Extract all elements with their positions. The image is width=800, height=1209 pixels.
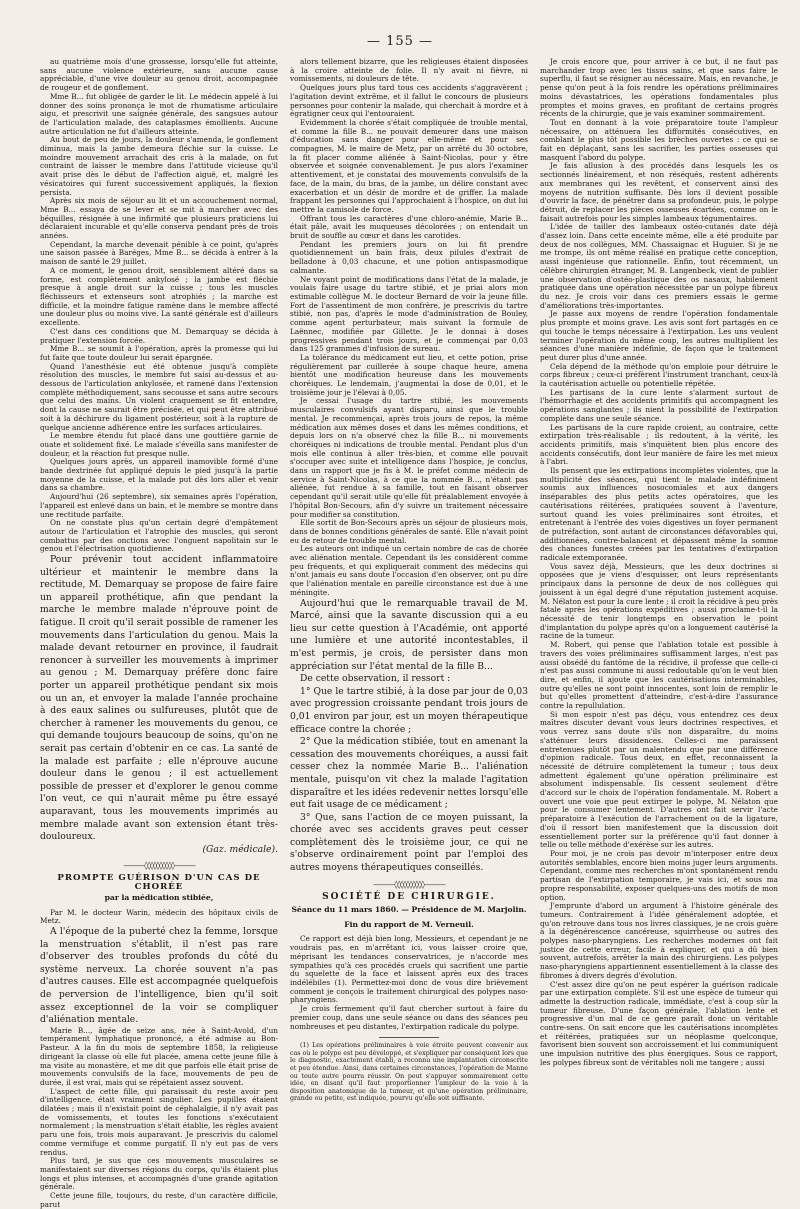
paragraph: A l'époque de la puberté chez la femme, lorsque la menstruation s'établit, il n'est pas rare d'observer des troubles profonds du côté du système nerveux. La chorée souvent n'a pas d'autres causes. Elle est accompagnée quelquefois de perversion de l'intelligence, bien qu'il soit assez exceptionnel de la voir se compliquer d'aliénation mentale. — [40, 925, 278, 1026]
paragraph: alors tellement bizarre, que les religieuses étaient disposées à la croire atteinte de folie. Il n'y avait ni fièvre, ni vomissements, ni douleurs de tête. — [290, 57, 528, 84]
paragraph: Aujourd'hui que le remarquable travail de M. Marcé, ainsi que la savante discussion qui a eu lieu sur cette question à l'Académie, ont apporté une lumière et une autorité incontestables, il m'est permis, je crois, de persister dans mon appréciation sur l'état mental de la fille B... — [290, 597, 528, 672]
society-title: SOCIÉTÉ DE CHIRURGIE. — [322, 892, 496, 903]
paragraph: Ce rapport est déjà bien long, Messieurs, et cependant je ne voudrais pas, en m'arrêtant ici, vous laisser croire que, méprisant les tendances conservatrices, je n'accorde mes sympathies qu'à ces procédés cruels qui sacrifient une partie du squelette de la face et laissent après eux des traces indélébiles (1). Permettez-moi donc de vous dire brièvement comment je conçois le traitement chirurgical des polypes naso-pharyngiens. — [290, 934, 528, 1005]
columns — [40, 57, 778, 1209]
footnote-rule — [379, 1037, 439, 1038]
paragraph: Pour moi, je ne crois pas devoir m'interposer entre deux autorités semblables, encore bien moins juger leurs arguments. Cependant, comme mes recherches m'ont spontanément rendu partisan de l'extirpation temporaire, je vais ici, et sous ma propre responsabilité, exposer quelques-uns des motifs de mon option. — [540, 848, 778, 902]
paragraph: Tout en donnant à la voie préparatoire toute l'ampleur nécessaire, on atténuera les difformités consécutives, en comblant le plus tôt possible les brèches ouvertes : ce qui se fait en déplaçant, sans les sacrifier, les parties osseuses qui masquent l'abord du polype. — [540, 117, 778, 162]
source-citation: (Gaz. médicale). — [202, 843, 278, 855]
paragraph: Mme B... fut obligée de garder le lit. Le médecin appelé à lui donner des soins prononça le mot de rhumatisme articulaire aigu, et prescrivit une saignée générale, des sangsues autour de l'articulation malade, des cataplasmes émollients. Aucune autre articulation ne fut d'ailleurs atteinte. — [40, 91, 278, 136]
section-separator: ———◊◊◊◊◊◊◊◊◊◊——— — [123, 860, 195, 870]
paragraph: Les partisans de la cure lente s'alarment surtout de l'hémorrhagie et des accidents primitifs qui accompagnent les opérations sanglantes ; ils nient la possibilité de l'extirpation complète dans une seule séance. — [540, 387, 778, 423]
section-subtitle: par la médication stibiée, — [104, 892, 214, 902]
paragraph: Elle sortit de Bon-Secours après un séjour de plusieurs mois, dans de bonnes conditions générales de santé. Elle n'avait point eu de retour de trouble mental. — [290, 518, 528, 545]
paragraph: L'idée de tailler des lambeaux ostéo-cutanés date déjà d'assez loin. Dans cette enceinte même, elle a été produite par deux de nos collègues, MM. Chassaignac et Huguier. Si je ne me trompe, ils ont même réalisé en pratique cette conception, aussi ingénieuse que rationnelle. Enfin, tout récemment, un célèbre chirurgien étranger, M. B. Langenbeck, vient de publier une observation d'ostéo-plastique des os nasaux, habilement pratiquée dans une opération nécessitée par un polype fibreux du nez. Je crois voir dans ces premiers essais le germe d'améliorations très-importantes. — [540, 222, 778, 310]
paragraph: Cependant, la marche devenait pénible à ce point, qu'après une saison passée à Baréges, Mme B... se décida à entrer à la maison de santé le 29 juillet. — [40, 239, 278, 267]
paragraph: Offrant tous les caractères d'une chloro-anémie, Marie B... était pâle, avait les muqueuses décolorées ; on entendait un bruit de souffle au cœur et dans les carotides. — [290, 213, 528, 241]
paragraph: De cette observation, il ressort : — [300, 673, 451, 685]
paragraph: Aujourd'hui (26 septembre), six semaines après l'opération, l'appareil est enlevé dans un bain, et le membre se montre dans une rectitude parfaite. — [40, 492, 278, 519]
paragraph: Evidemment la chorée s'était compliquée de trouble mental, et comme la fille B... ne pouvait demeurer dans une maison d'éducation sans danger pour elle-même et pour ses compagnes, M. le maire de Metz, par un arrêté du 30 octobre, la fit placer comme aliénée à Saint-Nicolas, pour y être observée et soignée convenablement. Je pus alors l'examiner attentivement, et je constatai des mouvements convulsifs de la face, de la main, du bras, de la jambe, un délire constant avec exacerbation et un désir de mordre et de griffer. La malade frappant les personnes qui l'approchaient à l'hospice, on dut lui mettre la camisole de force. — [290, 117, 528, 214]
paragraph: A ce moment, le genou droit, sensiblement altéré dans sa forme, est complètement ankylosé ; la jambe est fléchie presque à angle droit sur la cuisse ; tous les muscles fléchisseurs et extenseurs sont atrophiés ; la marche est difficile, et la moindre fatigue ramène dans le membre affecté une douleur plus ou moins vive. La santé générale est d'ailleurs excellente. — [40, 265, 278, 328]
paragraph: 2° Que la médication stibiée, tout en amenant la cessation des mouvements choréiques, a aussi fait cesser chez la nommée Marie B... l'aliénation mentale, puisqu'on vit chez la malade l'agitation disparaître et les idées redevenir nettes lorsqu'elle eut fait usage de ce médicament ; — [290, 736, 528, 811]
footnote: (1) Les opérations préliminaires à voie étroite peuvent convenir aux cas où le polype est peu développé, et s'expliquer par conséquent lors que le diagnostic, exactement établi, a reconnu une implantation circonscrite et peu étendue. Ainsi, dans certaines circonstances, l'opération de Manne ou toute autre pourra réussir. On peut s'appuyer sommairement cette idée, en disant qu'il faut proportionner l'ampleur de la voie à la disposition anatomique de la tumeur, et qu'une opération préliminaire, grande ou petite, est indiquée, pourvu qu'elle soit suffisante. — [290, 1042, 528, 1103]
paragraph: L'aspect de cette fille, qui paraissait du reste avoir peu d'intelligence, était vraiment singulier. Les pupilles étaient dilatées ; mais il n'existait point de céphalalgie, il n'y avait pas de vomissements, et toutes les fonctions s'exécutaient normalement ; la menstruation s'était établie, les règles avaient paru une fois, trois mois auparavant. Je prescrivis du calomel comme vermifuge et comme purgatif. Il n'y eut pas de vers rendus. — [40, 1086, 278, 1157]
paragraph: Vous savez déjà, Messieurs, que les deux doctrines si opposées que je viens d'esquisser, ont leurs représentants principaux dans la personne de deux de nos collègues qui jouissent à un égal degré d'une réputation justement acquise. M. Nélaton est pour la cure lente ; il croit la récidive à peu près fatale après les opérations expéditives ; aussi proclame-t-il la nécessité de tenir longtemps en observation le point d'implantation du polype après qu'on a longuement cautérisé la racine de la tumeur. — [540, 561, 778, 641]
paragraph: La tolérance du médicament eut lieu, et cette potion, prise régulièrement par cuillerée à soupe chaque heure, amena bientôt une modification heureuse dans les mouvements choréiques. Le lendemain, j'augmentai la dose de 0,01, et le troisième jour je l'élevai à 0,05. — [290, 352, 528, 397]
paragraph: Ils pensent que les extirpations incomplètes violentes, que la multiplicité des séances, qui tient le malade indéfiniment soumis aux influences nosocomiales et aux dangers inséparables des plus petits actes opératoires, que les cautérisations réitérées, pratiquées souvent à l'aventure, surtout quand les voies préliminaires sont étroites, et entretenant à l'entrée des voies digestives un foyer permanent de putréfaction, sont autant de circonstances défavorables qui, additionnées, contre-balancent et dépassent même la somme des chances funestes créées par les tentatives d'extirpation radicale extemporanée. — [540, 466, 778, 563]
paragraph: Pour prévenir tout accident inflammatoire ultérieur et maintenir le membre dans la rectitude, M. Demarquay se propose de faire faire un appareil prothétique, afin que pendant la marche le membre malade n'éprouve point de fatigue. Il croit qu'il serait possible de ramener les mouvements dans l'articulation du genou. Mais la malade devant retourner en province, il faudrait renoncer à surveiller les mouvements à imprimer au genou ; M. Demarquay préfère donc faire porter un appareil prothétique pendant six mois ou un an, et envoyer la malade l'année prochaine à des eaux salines ou sulfureuses, plutôt que de chercher à ramener les mouvements du genou, ce qui demande toujours beaucoup de soins, qu'on ne serait pas certain d'obtenir en ce cas. La santé de la malade est parfaite ; elle n'éprouve aucune douleur dans le genou ; il est actuellement possible de presser et d'explorer le genou comme l'on veut, ce qui n'aurait même pu être essayé auparavant, tous les mouvements imprimés au membre malade avant son extension étant très-douloureux. — [40, 554, 278, 843]
paragraph: M. Robert, qui pense que l'ablation totale est possible à travers des voies préliminaires suffisamment larges, n'est pas aussi obsédé du fantôme de la récidive, il professe que celle-ci n'est pas aussi commune ni aussi redoutable qu'on le veut bien dire, et enfin, il ajoute que les cautérisations interminables, outre qu'elles ne sont point innocentes, sont loin de remplir le but qu'elles promettent d'atteindre, c'est-à-dire l'assurance contre la repullulation. — [540, 640, 778, 711]
paragraph: Au bout de peu de jours, la douleur s'amenda, le gonflement diminua, mais la jambe demeura fléchie sur la cuisse. Le moindre mouvement arrachait des cris à la malade, on fut contraint de laisser le membre dans l'attitude vicieuse qu'il avait prise dès le début de l'affection aiguë, et, malgré les vésicatoires qui furent successivement appliqués, la flexion persista. — [40, 135, 278, 197]
paragraph: Plus tard, je sus que ces mouvements musculaires se manifestaient sur diverses régions du corps, qu'ils étaient plus longs et plus intenses, et accompagnés d'une grande agitation générale. — [40, 1156, 278, 1192]
column-right — [540, 58, 778, 1148]
paragraph: Si mon espoir n'est pas déçu, vous entendrez ces deux maîtres discuter devant vous leurs doctrines respectives, et vous verrez sans doute s'ils non disparaître, du moins s'atténuer leurs dissidences. Celles-ci me paraissent entretenues plutôt par un malentendu que par une différence d'opinion radicale. Tous deux, en effet, reconnaissent la nécessité de détruire complètement la tumeur ; tous deux admettent également qu'une opération préliminaire est absolument indispensable. Ils cessent seulement d'être d'accord sur le choix de l'opération fondamentale. M. Robert a ouvert une voie que peut extirper le polype, M. Nélaton que pour le consumer lentement. D'autres ont fait servir l'acte préparatoire à l'exécution de l'arrachement ou de la ligature, d'où il ressort bien manifestement que la discussion doit essentiellement porter sur la préférence qu'il faut donner à telle ou telle méthode d'exérèse sur les autres. — [540, 709, 778, 850]
paragraph: Le membre étendu fut placé dans une gouttière garnie de ouate et solidement fixé. Le malade s'éveilla sans manifester de douleur, et la réaction fut presque nulle. — [40, 431, 278, 458]
paragraph: Cette jeune fille, toujours, du reste, d'un caractère difficile, parut — [40, 1191, 278, 1209]
paragraph: au quatrième mois d'une grossesse, lorsqu'elle fut atteinte, sans aucune violence extérieure, sans aucune cause appréciable, d'une vive douleur au genou droit, accompagnée de rougeur et de gonflement. — [40, 57, 278, 93]
paragraph: Ne voyant point de modifications dans l'état de la malade, je voulais faire usage du tartre stibié, et je priai alors mon estimable collègue M. le docteur Bernard de voir la jeune fille. Fort de l'assentiment de mon confrère, je prescrivis du tartre stibié, non pas, d'après le mode d'administration de Bouley, comme agent perturbateur, mais suivant la formule de Laënnec, modifiée par Gillette. Je le donnai à doses progressives pendant trois jours, et je commençai par 0,03 dans 125 grammes d'infusion de sureau. — [290, 274, 528, 354]
paragraph: On ne constate plus qu'un certain degré d'empâtement autour de l'articulation et l'atrophie des muscles, qui seront combattus par des onctions avec l'onguent napolitain sur le genou et l'électrisation quotidienne. — [40, 518, 278, 554]
paragraph: Cela dépend de la méthode qu'on emploie pour détruire le corps fibreux ; ceux-ci préfèrent l'instrument tranchant, ceux-là la cautérisation actuelle ou potentielle répétée. — [540, 361, 778, 389]
paragraph: Je crois encore que, pour arriver à ce but, il ne faut pas marchander trop avec les tissus sains, et que sans faire le superflu, il faut se résigner au nécessaire. Mais, en revanche, je pense qu'on peut à la fois rendre les opérations préliminaires moins dévastatrices, les opérations fondamentales plus promptes et moins graves, en profitant de certains progrès récents de la chirurgie, que je vais examiner sommairement. — [540, 57, 778, 119]
paragraph: Je fais allusion à des procédés dans lesquels les os sectionnés linéairement, et non réséqués, restent adhérents aux membranes qui les revêtent, et conservent ainsi des moyens de nutrition suffisante. Dès lors il devient possible d'ouvrir la face, de pénétrer dans sa profondeur, puis, le polype détruit, de replacer les pièces osseuses écartées, comme on le faisait autrefois pour les simples lambeaux tégumentaires. — [540, 161, 778, 223]
paragraph: J'emprunte d'abord un argument à l'histoire générale des tumeurs. Contrairement à l'idée généralement adoptée, et qu'on retrouve dans tous nos livres classiques, je ne crois guère à la dégénérescence cancéreuse, squirrheuse ou autres des polypes naso-pharyngiens. Les recherches modernes ont fait justice de cette erreur, facile à expliquer, et qui a dû bien souvent, autrefois, arrêter la main des chirurgiens. Les polypes naso-pharyngiens appartiennent essentiellement à la classe des fibromes à divers degrés d'évolution. — [540, 901, 778, 980]
column-left — [40, 57, 278, 1209]
paragraph: Marie B..., âgée de seize ans, née à Saint-Avold, d'un tempérament lymphatique prononcé, a été admise au Bon-Pasteur. A la fin du mois de septembre 1858, la religieuse dirigeant la classe où elle fut placée, amena cette jeune fille à ma visite au monastère, et me dit que parfois elle était prise de mouvements convulsifs de la face, mouvements de peu de durée, il est vrai, mais qui se répétaient assez souvent. — [40, 1025, 278, 1087]
paragraph: Quelques jours plus tard tous ces accidents s'aggravèrent ; l'agitation devint extrême, et il fallut le concours de plusieurs personnes pour contenir la malade, qui cherchait à mordre et à égratigner ceux qui l'entouraient. — [290, 83, 528, 119]
column-middle — [290, 58, 528, 1148]
paragraph: Je cessai l'usage du tartre stibié, les mouvements musculaires convulsifs ayant disparu, ainsi que le trouble mental. Je recommençai, après trois jours de repos, la même médication aux mêmes doses et dans les mêmes conditions, et depuis lors on n'a observé chez la fille B... ni mouvements choréiques ni indications de trouble mental. Pendant plus d'un mois elle continua à aller très-bien, et comme elle pouvait s'occuper avec suite et intelligence dans l'hospice, je conclus, dans un rapport que je fis à M. le préfet comme médecin de service à Saint-Nicolas, à ce que la nommée B..., n'étant pas aliénée, fut rendue à sa famille, tout en faisant observer cependant qu'il serait utile qu'elle fût préalablement envoyée à l'hôpital Bon-Secours, afin d'y suivre un traitement nécessaire pour modifier sa constitution. — [290, 396, 528, 519]
paragraph: Je crois fermement qu'il faut chercher surtout à faire du premier coup, dans une seule séance ou dans des séances peu nombreuses et peu distantes, l'extirpation radicale du polype. — [290, 1004, 528, 1031]
paragraph: 1° Que le tartre stibié, à la dose par jour de 0,03 avec progression croissante pendant trois jours de 0,01 environ par jour, est un moyen thérapeutique efficace contre la chorée ; — [290, 685, 528, 735]
section-separator: ———◊◊◊◊◊◊◊◊◊◊——— — [373, 879, 445, 889]
page-number: — 155 — — [366, 34, 434, 49]
paragraph: Mme B... se soumit à l'opération, après la promesse qui lui fut faite que toute douleur lui serait épargnée. — [40, 344, 278, 362]
paragraph: Quand l'anesthésie eut été obtenue jusqu'à complète résolution des muscles, le membre fut saisi au-dessus et au-dessous de l'articulation ankylosée, et ramené dans l'extension complète méthodiquement, sans secousse et sans autre secours que celui des mains. Un violent craquement se fit entendre, dont la cause ne saurait être précisée, et qui peut être attribué soit à la déchirure du ligament postérieur, soit à la rupture de quelque ancienne adhérence entre les surfaces articulaires. — [40, 361, 278, 432]
paragraph: 3° Que, sans l'action de ce moyen puissant, la chorée avec ses accidents graves peut cesser complètement dès le troisième jour, ce qui ne s'observe ordinairement point par l'emploi des autres moyens thérapeutiques conseillés. — [290, 811, 528, 874]
paragraph: Après six mois de séjour au lit et un accouchement normal, Mme B... essaya de se lever et se mit à marcher avec des béquilles, résignée à une infirmité que plusieurs praticiens lui déclaraient incurable et qu'elle conserva pendant près de trois années. — [40, 196, 278, 241]
paragraph: Pendant les premiers jours on lui fit prendre quotidiennement un bain frais, deux pilules d'extrait de belladone à 0,03 chacune, et une potion antispasmodique calmante. — [290, 239, 528, 275]
session-line: Séance du 11 mars 1860. — Présidence de M. Marjolin. — [291, 905, 527, 915]
report-title: Fin du rapport de M. Verneuil. — [344, 919, 474, 929]
paragraph: C'est assez dire qu'on ne peut espérer la guérison radicale par une extirpation complète. S'il est une espèce de tumeur qui admette la destruction radicale, immédiate, c'est à coup sûr la tumeur fibreuse. D'une façon générale, l'ablation lente et progressive d'un mal de ce genre paraît donc un véritable contre-sens. On sait encore que les cautérisations incomplètes et réitérées, pratiquées sur un néoplasme quelconque, favorisent bien souvent son accroissement et lui communiquent une impulsion nutritive des plus énergiques. Sous ce rapport, les polypes fibreux sont de véritables noli me tangere ; aussi — [540, 979, 778, 1067]
section-title: PROMPTE GUÉRISON D'UN CAS DE CHORÉE — [57, 873, 261, 893]
paragraph: Les auteurs ont indiqué un certain nombre de cas de chorée avec aliénation mentale. Cependant ils les considèrent comme peu fréquents, et qui expliquerait comment des médecins qui n'ont jamais eu sans doute l'occasion d'en observer, ont pu dire que l'aliénation mentale en pareille circonstance est due à une méningite. — [290, 544, 528, 597]
section-author: Par M. le docteur Warin, médecin des hôpitaux civils de Metz. — [40, 907, 278, 926]
paragraph: C'est dans ces conditions que M. Demarquay se décida à pratiquer l'extension forcée. — [40, 326, 278, 345]
paragraph: Quelques jours après, un appareil inamovible formé d'une bande dextrinée fut appliqué depuis le pied jusqu'à la partie moyenne de la cuisse, et la malade put dès lors aller et venir dans sa chambre. — [40, 457, 278, 493]
paragraph: Les partisans de la cure rapide croient, au contraire, cette extirpation très-réalisable ; ils redoutent, à la vérité, les accidents primitifs, mais s'inquiètent bien plus encore des accidents consécutifs, dont leur manière de faire les met mieux à l'abri. — [540, 422, 778, 467]
paragraph: Je passe aux moyens de rendre l'opération fondamentale plus prompte et moins grave. Les avis sont fort partagés en ce qui touche le temps nécessaire à l'extirpation. Les uns veulent terminer l'opération du même coup, les autres multiplient les séances d'une manière indéfinie, de façon que le traitement peut durer plus d'une année. — [540, 309, 778, 362]
